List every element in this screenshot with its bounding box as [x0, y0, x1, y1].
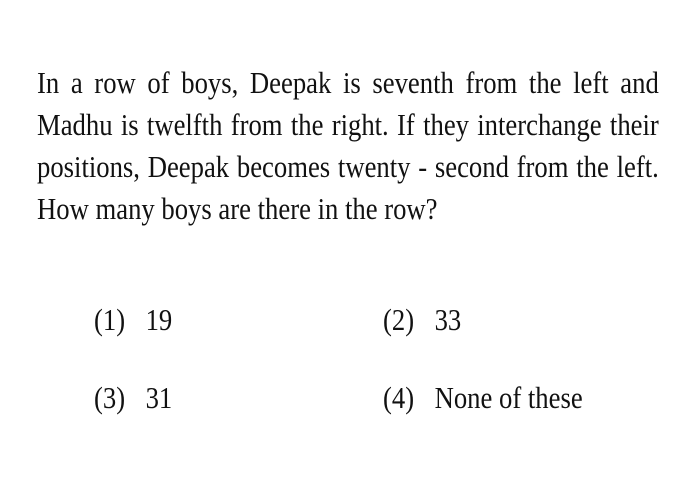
option-4[interactable]: [383, 380, 583, 416]
option-text: 31: [145, 380, 173, 415]
option-text: 19: [145, 302, 173, 337]
option-1[interactable]: [94, 302, 172, 338]
question-line: In a row of boys, Deepak is seventh from the left and: [37, 65, 659, 100]
option-text: 33: [434, 302, 462, 337]
question-line: positions, Deepak becomes twenty - second from the left.: [37, 149, 659, 184]
option-number: (4): [383, 380, 415, 415]
option-2[interactable]: [383, 302, 461, 338]
option-number: (2): [383, 302, 415, 337]
option-3[interactable]: [94, 380, 172, 416]
question-line: How many boys are there in the row?: [37, 191, 438, 226]
option-number: (1): [94, 302, 126, 337]
question-line: Madhu is twelfth from the right. If they interchange their: [37, 107, 659, 142]
question-text: [37, 62, 659, 230]
option-number: (3): [94, 380, 126, 415]
option-text: None of these: [434, 380, 583, 415]
